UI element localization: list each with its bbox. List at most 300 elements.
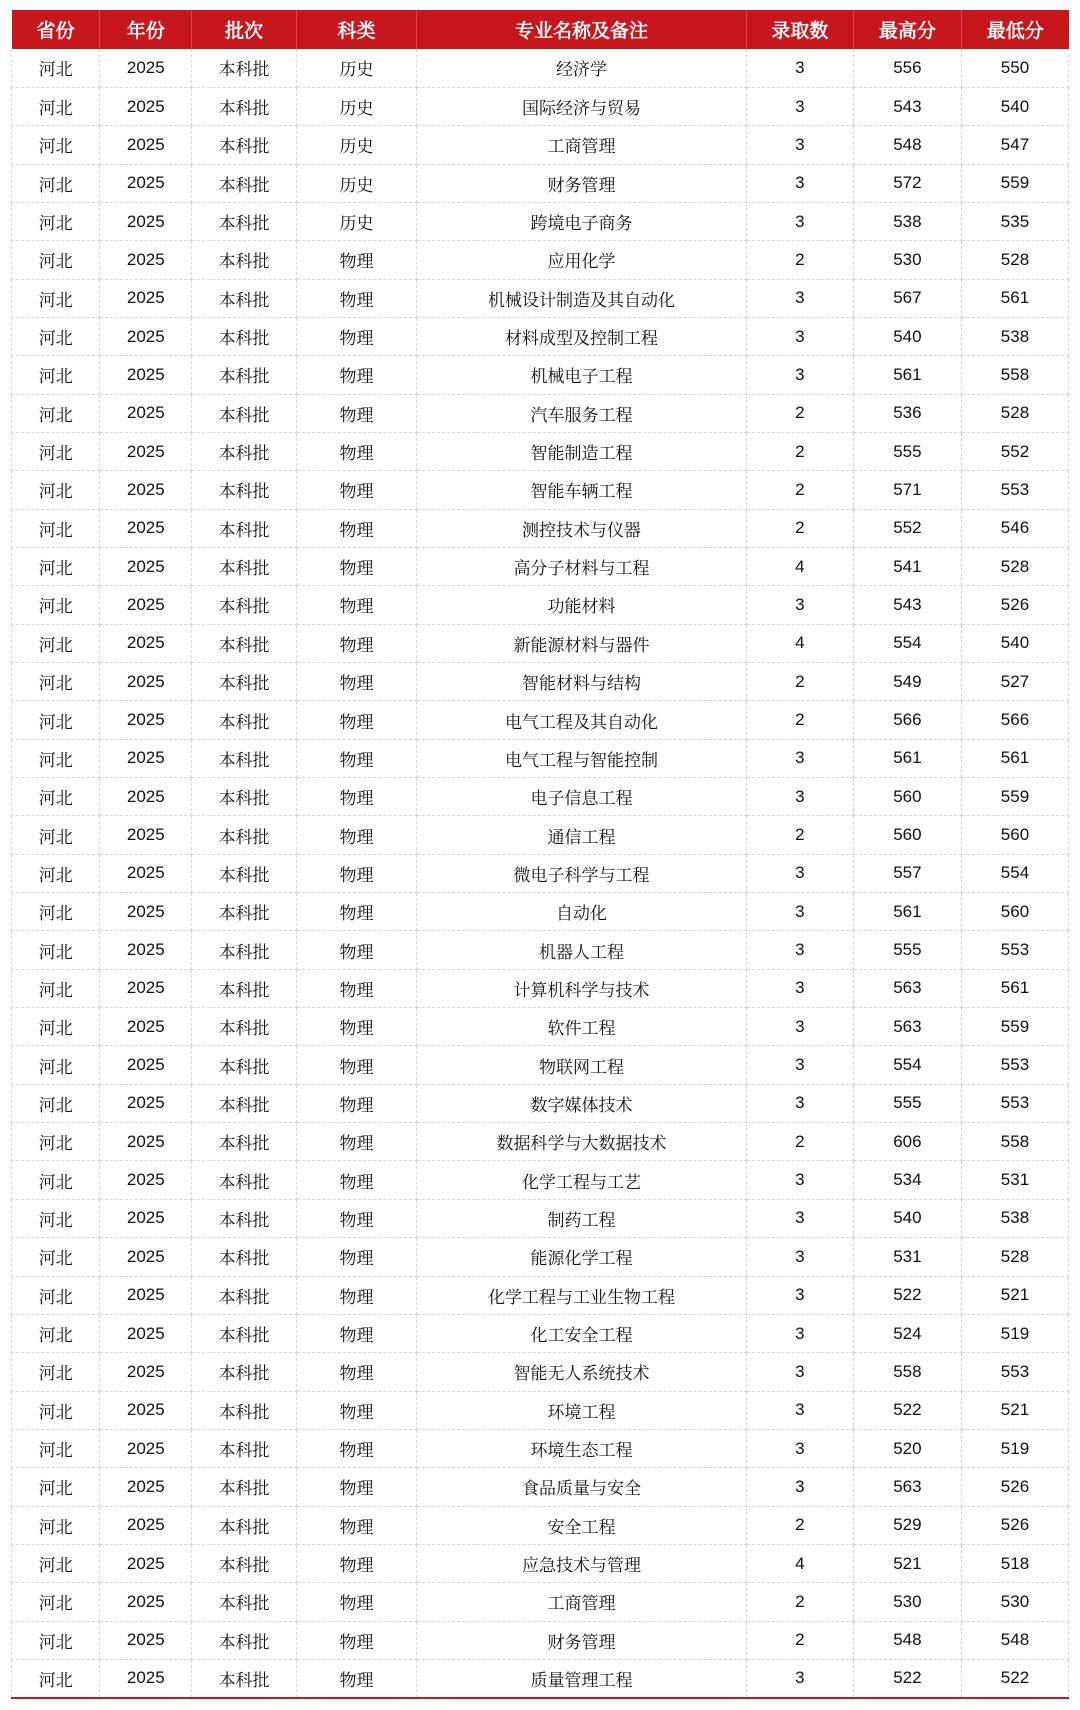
table-row <box>12 1621 1069 1659</box>
cell-max-score: 531 <box>853 1238 961 1276</box>
cell-max-score: 561 <box>853 356 961 394</box>
cell-subject-category: 历史 <box>296 49 416 87</box>
cell-min-score: 538 <box>961 1199 1068 1237</box>
cell-min-score: 559 <box>961 1008 1068 1046</box>
cell-admitted-count: 3 <box>746 1199 853 1237</box>
cell-subject-category: 物理 <box>296 1123 416 1161</box>
cell-year: 2025 <box>100 893 192 931</box>
table-row <box>12 1314 1069 1352</box>
cell-year: 2025 <box>100 663 192 701</box>
cell-year: 2025 <box>100 1161 192 1199</box>
cell-subject-category: 物理 <box>296 931 416 969</box>
cell-major-name: 跨境电子商务 <box>417 202 747 240</box>
cell-major-name: 电子信息工程 <box>417 778 747 816</box>
cell-admitted-count: 3 <box>746 87 853 125</box>
cell-province: 河北 <box>12 1391 100 1429</box>
column-header-min-score: 最低分 <box>986 21 1044 42</box>
cell-province: 河北 <box>12 164 100 202</box>
cell-subject-category: 物理 <box>296 1621 416 1659</box>
cell-major-name: 智能制造工程 <box>417 432 747 470</box>
cell-batch: 本科批 <box>192 547 297 585</box>
cell-max-score: 543 <box>853 586 961 624</box>
cell-max-score: 524 <box>853 1314 961 1352</box>
cell-batch: 本科批 <box>192 1506 297 1544</box>
cell-batch: 本科批 <box>192 1621 297 1659</box>
cell-major-name: 质量管理工程 <box>417 1659 747 1697</box>
cell-min-score: 559 <box>961 164 1068 202</box>
cell-batch: 本科批 <box>192 739 297 777</box>
cell-min-score: 526 <box>961 1506 1068 1544</box>
cell-major-name: 化学工程与工业生物工程 <box>417 1276 747 1314</box>
cell-subject-category: 物理 <box>296 1008 416 1046</box>
cell-major-name: 新能源材料与器件 <box>417 624 747 662</box>
cell-province: 河北 <box>12 1276 100 1314</box>
cell-batch: 本科批 <box>192 1084 297 1122</box>
cell-year: 2025 <box>100 471 192 509</box>
cell-min-score: 519 <box>961 1314 1068 1352</box>
cell-province: 河北 <box>12 1544 100 1582</box>
cell-admitted-count: 2 <box>746 432 853 470</box>
cell-admitted-count: 3 <box>746 778 853 816</box>
table-row <box>12 1391 1069 1429</box>
cell-batch: 本科批 <box>192 126 297 164</box>
table-row <box>12 547 1069 585</box>
cell-max-score: 555 <box>853 1084 961 1122</box>
table-row <box>12 778 1069 816</box>
cell-max-score: 557 <box>853 854 961 892</box>
cell-min-score: 526 <box>961 1468 1068 1506</box>
table-row <box>12 202 1069 240</box>
cell-province: 河北 <box>12 778 100 816</box>
table-row <box>12 816 1069 854</box>
cell-admitted-count: 3 <box>746 854 853 892</box>
cell-max-score: 522 <box>853 1391 961 1429</box>
cell-min-score: 521 <box>961 1391 1068 1429</box>
table-row <box>12 1161 1069 1199</box>
cell-subject-category: 物理 <box>296 1084 416 1122</box>
cell-province: 河北 <box>12 1123 100 1161</box>
cell-subject-category: 物理 <box>296 1468 416 1506</box>
cell-batch: 本科批 <box>192 1544 297 1582</box>
cell-batch: 本科批 <box>192 394 297 432</box>
cell-year: 2025 <box>100 279 192 317</box>
cell-subject-category: 物理 <box>296 356 416 394</box>
cell-max-score: 571 <box>853 471 961 509</box>
cell-province: 河北 <box>12 1199 100 1237</box>
cell-min-score: 566 <box>961 701 1068 739</box>
cell-province: 河北 <box>12 317 100 355</box>
cell-year: 2025 <box>100 1544 192 1582</box>
cell-admitted-count: 2 <box>746 1506 853 1544</box>
cell-province: 河北 <box>12 1238 100 1276</box>
cell-year: 2025 <box>100 241 192 279</box>
cell-max-score: 561 <box>853 739 961 777</box>
column-header-major-name: 专业名称及备注 <box>417 10 747 49</box>
cell-batch: 本科批 <box>192 317 297 355</box>
cell-year: 2025 <box>100 87 192 125</box>
cell-province: 河北 <box>12 586 100 624</box>
table-row <box>12 1123 1069 1161</box>
cell-admitted-count: 3 <box>746 739 853 777</box>
cell-batch: 本科批 <box>192 816 297 854</box>
table-row <box>12 1429 1069 1467</box>
cell-min-score: 561 <box>961 279 1068 317</box>
cell-admitted-count: 3 <box>746 1046 853 1084</box>
cell-subject-category: 物理 <box>296 1353 416 1391</box>
cell-max-score: 549 <box>853 663 961 701</box>
cell-major-name: 智能无人系统技术 <box>417 1353 747 1391</box>
cell-major-name: 物联网工程 <box>417 1046 747 1084</box>
cell-max-score: 563 <box>853 1468 961 1506</box>
cell-batch: 本科批 <box>192 1008 297 1046</box>
table-row <box>12 471 1069 509</box>
cell-max-score: 530 <box>853 241 961 279</box>
cell-year: 2025 <box>100 586 192 624</box>
cell-admitted-count: 3 <box>746 1238 853 1276</box>
cell-min-score: 519 <box>961 1429 1068 1467</box>
cell-subject-category: 物理 <box>296 663 416 701</box>
cell-admitted-count: 3 <box>746 164 853 202</box>
table-row <box>12 1583 1069 1621</box>
cell-major-name: 数字媒体技术 <box>417 1084 747 1122</box>
table-row <box>12 356 1069 394</box>
cell-min-score: 522 <box>961 1659 1068 1697</box>
cell-admitted-count: 2 <box>746 394 853 432</box>
cell-max-score: 520 <box>853 1429 961 1467</box>
cell-major-name: 功能材料 <box>417 586 747 624</box>
cell-admitted-count: 3 <box>746 1391 853 1429</box>
cell-year: 2025 <box>100 969 192 1007</box>
cell-year: 2025 <box>100 1199 192 1237</box>
cell-subject-category: 物理 <box>296 1046 416 1084</box>
cell-batch: 本科批 <box>192 279 297 317</box>
cell-province: 河北 <box>12 1008 100 1046</box>
cell-subject-category: 物理 <box>296 701 416 739</box>
cell-province: 河北 <box>12 893 100 931</box>
cell-max-score: 561 <box>853 893 961 931</box>
cell-batch: 本科批 <box>192 1583 297 1621</box>
cell-year: 2025 <box>100 126 192 164</box>
cell-province: 河北 <box>12 854 100 892</box>
cell-subject-category: 物理 <box>296 279 416 317</box>
cell-year: 2025 <box>100 1659 192 1697</box>
cell-year: 2025 <box>100 317 192 355</box>
cell-year: 2025 <box>100 1123 192 1161</box>
cell-year: 2025 <box>100 1276 192 1314</box>
cell-admitted-count: 3 <box>746 356 853 394</box>
cell-admitted-count: 2 <box>746 1123 853 1161</box>
cell-min-score: 553 <box>961 471 1068 509</box>
cell-min-score: 528 <box>961 394 1068 432</box>
cell-min-score: 561 <box>961 739 1068 777</box>
table-row <box>12 586 1069 624</box>
cell-min-score: 535 <box>961 202 1068 240</box>
cell-major-name: 材料成型及控制工程 <box>417 317 747 355</box>
table-row <box>12 1506 1069 1544</box>
cell-admitted-count: 3 <box>746 893 853 931</box>
cell-batch: 本科批 <box>192 202 297 240</box>
cell-major-name: 应急技术与管理 <box>417 1544 747 1582</box>
cell-admitted-count: 2 <box>746 701 853 739</box>
cell-year: 2025 <box>100 1506 192 1544</box>
cell-admitted-count: 3 <box>746 126 853 164</box>
cell-year: 2025 <box>100 854 192 892</box>
cell-major-name: 制药工程 <box>417 1199 747 1237</box>
column-header-year: 年份 <box>100 10 192 49</box>
cell-max-score: 554 <box>853 1046 961 1084</box>
cell-subject-category: 物理 <box>296 1238 416 1276</box>
cell-province: 河北 <box>12 701 100 739</box>
cell-max-score: 572 <box>853 164 961 202</box>
cell-province: 河北 <box>12 126 100 164</box>
table-row <box>12 317 1069 355</box>
cell-major-name: 机械设计制造及其自动化 <box>417 279 747 317</box>
cell-subject-category: 物理 <box>296 1391 416 1429</box>
column-header-batch: 批次 <box>192 10 297 49</box>
cell-batch: 本科批 <box>192 663 297 701</box>
cell-max-score: 543 <box>853 87 961 125</box>
cell-major-name: 财务管理 <box>417 164 747 202</box>
cell-batch: 本科批 <box>192 49 297 87</box>
cell-min-score: 528 <box>961 547 1068 585</box>
cell-subject-category: 物理 <box>296 1314 416 1352</box>
column-header-admitted-count: 录取数 <box>746 10 853 49</box>
cell-major-name: 工商管理 <box>417 126 747 164</box>
cell-province: 河北 <box>12 471 100 509</box>
table-row <box>12 739 1069 777</box>
cell-year: 2025 <box>100 1008 192 1046</box>
table-row <box>12 1238 1069 1276</box>
cell-subject-category: 物理 <box>296 854 416 892</box>
cell-province: 河北 <box>12 432 100 470</box>
cell-subject-category: 物理 <box>296 1544 416 1582</box>
cell-admitted-count: 3 <box>746 1276 853 1314</box>
cell-subject-category: 物理 <box>296 1276 416 1314</box>
cell-year: 2025 <box>100 1429 192 1467</box>
cell-admitted-count: 3 <box>746 279 853 317</box>
cell-batch: 本科批 <box>192 931 297 969</box>
cell-admitted-count: 4 <box>746 624 853 662</box>
cell-max-score: 541 <box>853 547 961 585</box>
cell-major-name: 国际经济与贸易 <box>417 87 747 125</box>
table-row <box>12 49 1069 87</box>
cell-admitted-count: 3 <box>746 1468 853 1506</box>
cell-major-name: 经济学 <box>417 49 747 87</box>
cell-admitted-count: 3 <box>746 586 853 624</box>
cell-max-score: 554 <box>853 624 961 662</box>
cell-subject-category: 物理 <box>296 1429 416 1467</box>
cell-subject-category: 历史 <box>296 202 416 240</box>
cell-year: 2025 <box>100 1353 192 1391</box>
table-row <box>12 1199 1069 1237</box>
cell-max-score: 552 <box>853 509 961 547</box>
cell-province: 河北 <box>12 241 100 279</box>
header-row <box>12 10 1069 49</box>
cell-subject-category: 物理 <box>296 1659 416 1697</box>
cell-admitted-count: 2 <box>746 1621 853 1659</box>
cell-province: 河北 <box>12 1506 100 1544</box>
table-row <box>12 164 1069 202</box>
cell-province: 河北 <box>12 1084 100 1122</box>
cell-subject-category: 物理 <box>296 778 416 816</box>
cell-batch: 本科批 <box>192 471 297 509</box>
cell-year: 2025 <box>100 1583 192 1621</box>
table-row <box>12 394 1069 432</box>
table-row <box>12 1544 1069 1582</box>
cell-major-name: 工商管理 <box>417 1583 747 1621</box>
table-row <box>12 432 1069 470</box>
cell-min-score: 560 <box>961 893 1068 931</box>
cell-year: 2025 <box>100 624 192 662</box>
cell-max-score: 555 <box>853 931 961 969</box>
cell-subject-category: 物理 <box>296 471 416 509</box>
cell-max-score: 555 <box>853 432 961 470</box>
cell-subject-category: 物理 <box>296 241 416 279</box>
table-row <box>12 1353 1069 1391</box>
cell-year: 2025 <box>100 778 192 816</box>
cell-province: 河北 <box>12 1468 100 1506</box>
cell-major-name: 通信工程 <box>417 816 747 854</box>
cell-batch: 本科批 <box>192 1391 297 1429</box>
cell-subject-category: 物理 <box>296 432 416 470</box>
cell-major-name: 能源化学工程 <box>417 1238 747 1276</box>
cell-min-score: 558 <box>961 356 1068 394</box>
cell-min-score: 521 <box>961 1276 1068 1314</box>
cell-batch: 本科批 <box>192 1468 297 1506</box>
cell-province: 河北 <box>12 394 100 432</box>
cell-year: 2025 <box>100 1391 192 1429</box>
cell-year: 2025 <box>100 816 192 854</box>
cell-batch: 本科批 <box>192 1429 297 1467</box>
cell-min-score: 547 <box>961 126 1068 164</box>
cell-admitted-count: 3 <box>746 1353 853 1391</box>
cell-max-score: 556 <box>853 49 961 87</box>
cell-province: 河北 <box>12 547 100 585</box>
cell-subject-category: 物理 <box>296 547 416 585</box>
cell-major-name: 自动化 <box>417 893 747 931</box>
table-row <box>12 509 1069 547</box>
cell-max-score: 606 <box>853 1123 961 1161</box>
cell-subject-category: 物理 <box>296 816 416 854</box>
cell-major-name: 高分子材料与工程 <box>417 547 747 585</box>
cell-min-score: 553 <box>961 1084 1068 1122</box>
cell-batch: 本科批 <box>192 241 297 279</box>
cell-batch: 本科批 <box>192 1353 297 1391</box>
cell-admitted-count: 3 <box>746 1084 853 1122</box>
table-row <box>12 1659 1069 1697</box>
cell-major-name: 环境生态工程 <box>417 1429 747 1467</box>
cell-subject-category: 物理 <box>296 1199 416 1237</box>
cell-max-score: 563 <box>853 969 961 1007</box>
cell-province: 河北 <box>12 49 100 87</box>
cell-batch: 本科批 <box>192 1314 297 1352</box>
cell-admitted-count: 3 <box>746 1314 853 1352</box>
cell-province: 河北 <box>12 279 100 317</box>
cell-year: 2025 <box>100 1238 192 1276</box>
cell-province: 河北 <box>12 931 100 969</box>
cell-batch: 本科批 <box>192 701 297 739</box>
cell-major-name: 测控技术与仪器 <box>417 509 747 547</box>
cell-province: 河北 <box>12 1621 100 1659</box>
cell-max-score: 536 <box>853 394 961 432</box>
cell-year: 2025 <box>100 1046 192 1084</box>
table-row <box>12 1084 1069 1122</box>
cell-min-score: 528 <box>961 1238 1068 1276</box>
cell-admitted-count: 2 <box>746 816 853 854</box>
cell-min-score: 527 <box>961 663 1068 701</box>
cell-year: 2025 <box>100 164 192 202</box>
cell-batch: 本科批 <box>192 1123 297 1161</box>
cell-major-name: 化工安全工程 <box>417 1314 747 1352</box>
cell-year: 2025 <box>100 1468 192 1506</box>
cell-major-name: 电气工程及其自动化 <box>417 701 747 739</box>
cell-min-score: 530 <box>961 1583 1068 1621</box>
cell-admitted-count: 3 <box>746 1008 853 1046</box>
cell-year: 2025 <box>100 931 192 969</box>
cell-admitted-count: 3 <box>746 1429 853 1467</box>
cell-year: 2025 <box>100 739 192 777</box>
cell-province: 河北 <box>12 816 100 854</box>
cell-max-score: 566 <box>853 701 961 739</box>
cell-year: 2025 <box>100 509 192 547</box>
cell-province: 河北 <box>12 969 100 1007</box>
cell-admitted-count: 3 <box>746 49 853 87</box>
cell-admitted-count: 3 <box>746 931 853 969</box>
cell-subject-category: 物理 <box>296 1506 416 1544</box>
cell-province: 河北 <box>12 663 100 701</box>
cell-year: 2025 <box>100 356 192 394</box>
table-row <box>12 1046 1069 1084</box>
cell-province: 河北 <box>12 509 100 547</box>
table-row <box>12 893 1069 931</box>
table-row <box>12 1008 1069 1046</box>
cell-max-score: 548 <box>853 1621 961 1659</box>
table-row <box>12 241 1069 279</box>
cell-subject-category: 物理 <box>296 586 416 624</box>
cell-admitted-count: 2 <box>746 1583 853 1621</box>
cell-batch: 本科批 <box>192 778 297 816</box>
cell-batch: 本科批 <box>192 893 297 931</box>
cell-batch: 本科批 <box>192 854 297 892</box>
cell-subject-category: 物理 <box>296 893 416 931</box>
cell-max-score: 567 <box>853 279 961 317</box>
cell-year: 2025 <box>100 1621 192 1659</box>
cell-province: 河北 <box>12 1583 100 1621</box>
cell-subject-category: 历史 <box>296 87 416 125</box>
table-body <box>12 49 1069 1698</box>
cell-year: 2025 <box>100 394 192 432</box>
cell-max-score: 529 <box>853 1506 961 1544</box>
cell-min-score: 561 <box>961 969 1068 1007</box>
cell-batch: 本科批 <box>192 586 297 624</box>
cell-admitted-count: 2 <box>746 241 853 279</box>
table-row <box>12 279 1069 317</box>
cell-major-name: 智能材料与结构 <box>417 663 747 701</box>
cell-admitted-count: 3 <box>746 202 853 240</box>
cell-year: 2025 <box>100 432 192 470</box>
table-row <box>12 1276 1069 1314</box>
cell-major-name: 机械电子工程 <box>417 356 747 394</box>
cell-province: 河北 <box>12 1353 100 1391</box>
cell-admitted-count: 4 <box>746 547 853 585</box>
column-header-province: 省份 <box>12 10 100 49</box>
table-row <box>12 701 1069 739</box>
cell-batch: 本科批 <box>192 1161 297 1199</box>
cell-major-name: 汽车服务工程 <box>417 394 747 432</box>
cell-batch: 本科批 <box>192 87 297 125</box>
table-row <box>12 969 1069 1007</box>
cell-subject-category: 物理 <box>296 624 416 662</box>
